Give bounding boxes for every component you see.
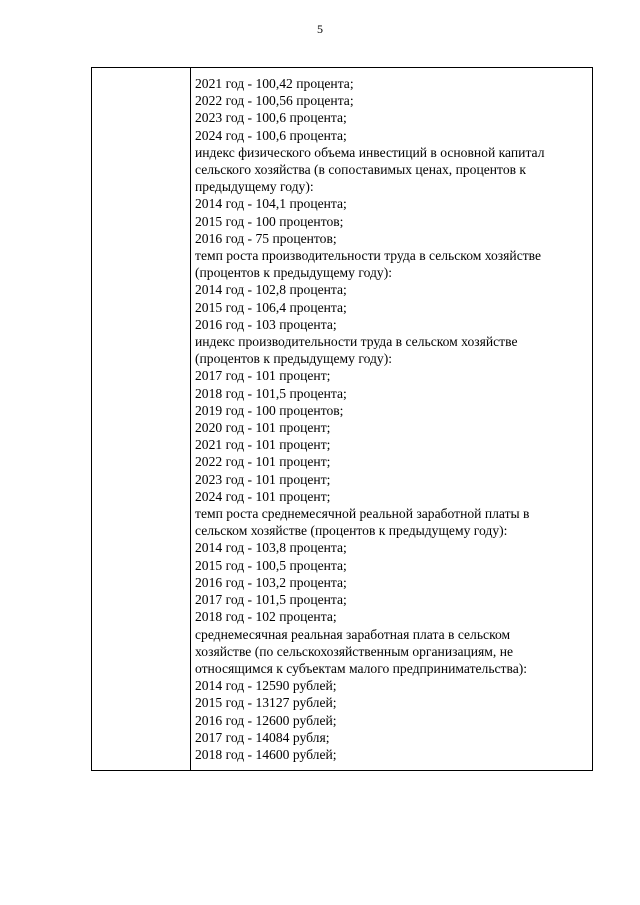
text-line: 2017 год - 101,5 процента; [195, 592, 347, 608]
text-line: 2018 год - 101,5 процента; [195, 385, 347, 401]
text-line: темп роста среднемесячной реальной заработной платы в [195, 506, 530, 522]
text-line: 2020 год - 101 процент; [195, 420, 331, 436]
text-line: 2021 год - 100,42 процента; [195, 76, 354, 91]
text-line: (процентов к предыдущему году): [195, 351, 393, 367]
text-line: предыдущему году): [195, 179, 314, 195]
text-line: 2023 год - 101 процент; [195, 471, 331, 487]
table-left-cell [92, 68, 191, 770]
text-line: 2022 год - 101 процент; [195, 454, 331, 470]
text-line: 2016 год - 75 процентов; [195, 230, 337, 246]
text-line: хозяйстве (по сельскохозяйственным организациям, не [195, 643, 514, 659]
table-right-cell [191, 68, 592, 770]
text-line: темп роста производительности труда в сельском хозяйстве [195, 248, 542, 264]
text-line: 2016 год - 103,2 процента; [195, 574, 347, 590]
text-line: 2023 год - 100,6 процента; [195, 110, 347, 126]
text-line: 2014 год - 102,8 процента; [195, 282, 347, 298]
text-line: 2017 год - 101 процент; [195, 368, 331, 384]
text-line: 2018 год - 102 процента; [195, 609, 337, 625]
text-line: 2024 год - 101 процент; [195, 488, 331, 504]
text-line: 2014 год - 104,1 процента; [195, 196, 347, 212]
text-line: 2015 год - 106,4 процента; [195, 299, 347, 315]
text-line: 2017 год - 14084 рубля; [195, 729, 330, 745]
text-line: сельском хозяйстве (процентов к предыдущему году): [195, 523, 508, 539]
text-line: сельского хозяйства (в сопоставимых ценах, процентов к [195, 162, 527, 178]
text-line: 2016 год - 12600 рублей; [195, 712, 337, 728]
text-line: 2015 год - 100,5 процента; [195, 557, 347, 573]
text-line: 2014 год - 103,8 процента; [195, 540, 347, 556]
text-line: 2021 год - 101 процент; [195, 437, 331, 453]
text-line: 2016 год - 103 процента; [195, 316, 337, 332]
text-line: 2019 год - 100 процентов; [195, 402, 344, 418]
text-line: 2018 год - 14600 рублей; [195, 746, 337, 762]
text-line: (процентов к предыдущему году): [195, 265, 393, 281]
text-line: 2015 год - 13127 рублей; [195, 695, 337, 711]
text-line: 2022 год - 100,56 процента; [195, 93, 354, 109]
text-line: 2014 год - 12590 рублей; [195, 678, 337, 694]
text-line: 2015 год - 100 процентов; [195, 213, 344, 229]
text-line: 2024 год - 100,6 процента; [195, 127, 347, 143]
text-line: относящимся к субъектам малого предпринимательства): [195, 660, 528, 676]
text-line: индекс физического объема инвестиций в основной капитал [195, 144, 545, 160]
document-table [91, 67, 593, 771]
page-number: 5 [317, 22, 323, 36]
text-line: индекс производительности труда в сельском хозяйстве [195, 334, 518, 350]
text-line: среднемесячная реальная заработная плата в сельском [195, 626, 511, 642]
